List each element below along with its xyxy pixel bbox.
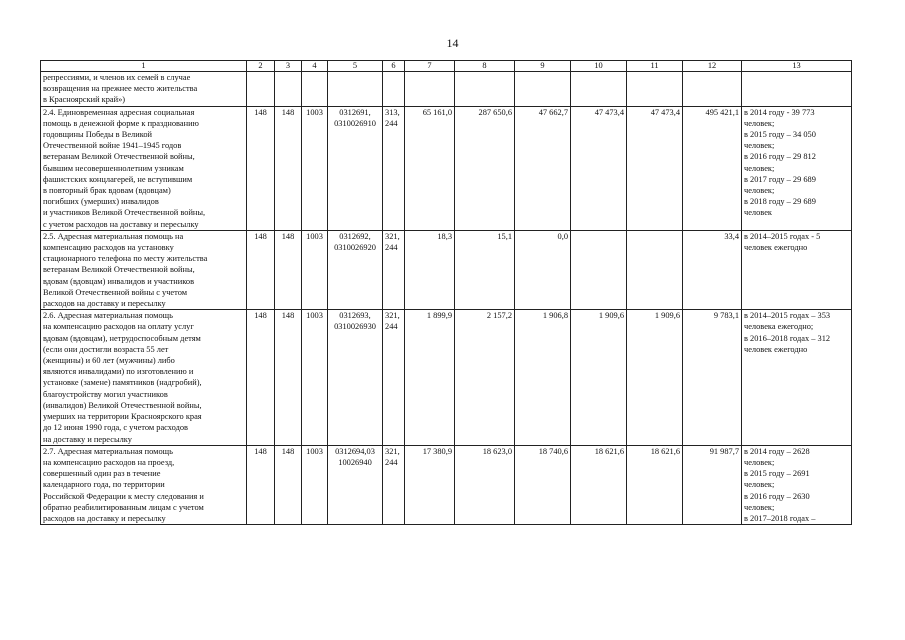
amount-2014: 65 161,0 <box>405 106 455 230</box>
vr-code-line: 321, <box>385 311 400 321</box>
column-number-row <box>41 61 852 72</box>
expected-result-line: человек; <box>744 457 775 467</box>
measure-name-line: благоустройству могил участников <box>43 389 168 399</box>
amount-2018: 1 909,6 <box>627 310 683 445</box>
amount-2016: 0,0 <box>515 230 571 309</box>
measure-name-line: на компенсацию расходов на оплату услуг <box>43 322 194 332</box>
amount-2017: 18 621,6 <box>571 445 627 524</box>
csr-code-line: 0310026910 <box>334 118 376 128</box>
amount-total: 33,4 <box>683 230 742 309</box>
measure-name-line: 2.6. Адресная материальная помощь <box>43 311 173 321</box>
measure-name-line: репрессиями, и членов их семей в случае <box>43 73 191 82</box>
measure-name-line: в Красноярский край») <box>43 95 126 105</box>
amount-2014: 1 899,9 <box>405 310 455 445</box>
measure-name-line: в повторный брак вдовам (вдовцам) <box>43 186 171 196</box>
measure-name <box>41 230 247 309</box>
measure-name-line: Отечественной войне 1941–1945 годов <box>43 141 182 151</box>
measure-name-line: ветеранам Великой Отечественной войны, <box>43 152 195 162</box>
measure-name-line: бывшим несовершеннолетним узникам <box>43 163 184 173</box>
amount-2016 <box>515 72 571 107</box>
rz-code: 148 <box>275 106 302 230</box>
page-number: 14 <box>446 36 459 50</box>
amount-2015: 287 650,6 <box>455 106 515 230</box>
table-row <box>41 310 852 445</box>
expected-result-line: в 2017 году – 29 689 <box>744 174 816 184</box>
pr-code: 1003 <box>302 310 328 445</box>
pr-code: 1003 <box>302 230 328 309</box>
amount-2014: 17 380,9 <box>405 445 455 524</box>
csr-code-line: 0312692, <box>339 231 371 241</box>
vr-code-line: 244 <box>385 243 398 253</box>
amount-2018: 47 473,4 <box>627 106 683 230</box>
measure-name <box>41 445 247 524</box>
csr-code <box>328 230 383 309</box>
expected-result-line: человек; <box>744 141 775 151</box>
pr-code <box>302 72 328 107</box>
vr-code-line: 244 <box>385 118 398 128</box>
amount-2017 <box>571 230 627 309</box>
expected-result <box>742 106 852 230</box>
measure-name-line: установке (замене) памятников (надгробий), <box>43 378 202 388</box>
expected-result <box>742 72 852 107</box>
measure-name-line: помощь в денежной форме к празднованию <box>43 118 199 128</box>
table-row <box>41 230 852 309</box>
expected-result-line: в 2015 году – 34 050 <box>744 130 816 140</box>
table-row <box>41 445 852 524</box>
measure-name-line: 2.5. Адресная материальная помощь на <box>43 231 184 241</box>
grbs-code: 148 <box>247 106 275 230</box>
expected-result-line: человек <box>744 208 772 218</box>
amount-2017 <box>571 72 627 107</box>
table-body <box>41 72 852 525</box>
csr-code <box>328 310 383 445</box>
grbs-code <box>247 72 275 107</box>
rz-code: 148 <box>275 310 302 445</box>
measure-name-line: ветеранам Великой Отечественной войны, <box>43 265 195 275</box>
measure-name-line: (если они достигли возраста 55 лет <box>43 344 169 354</box>
column-header: 12 <box>683 61 742 72</box>
column-header: 7 <box>405 61 455 72</box>
measure-name-line: вдовам (вдовцам) инвалидов и участников <box>43 276 195 286</box>
amount-2014: 18,3 <box>405 230 455 309</box>
expected-result-line: человек; <box>744 186 775 196</box>
measure-name-line: Великой Отечественной войны с учетом <box>43 287 188 297</box>
rz-code: 148 <box>275 445 302 524</box>
column-header: 6 <box>383 61 405 72</box>
measure-name-line: компенсацию расходов на установку <box>43 243 174 253</box>
measure-name-line: годовщины Победы в Великой <box>43 130 153 140</box>
expected-result-line: в 2018 году – 29 689 <box>744 197 816 207</box>
measure-name <box>41 72 247 107</box>
expected-result-line: человек ежегодно <box>744 243 808 253</box>
csr-code-line: 0310026930 <box>334 322 376 332</box>
vr-code-line: 244 <box>385 322 398 332</box>
measure-name-line: на компенсацию расходов на проезд, <box>43 457 175 467</box>
measure-name-line: вдовам (вдовцам), нетрудоспособным детям <box>43 333 201 343</box>
amount-2015: 15,1 <box>455 230 515 309</box>
measure-name-line: Российской Федерации к месту следования и <box>43 491 204 501</box>
expected-result-line: в 2014 году – 2628 <box>744 446 810 456</box>
vr-code <box>383 72 405 107</box>
amount-total: 495 421,1 <box>683 106 742 230</box>
expected-result-line: в 2014–2015 годах – 353 <box>744 311 831 321</box>
measure-name-line: до 12 июня 1990 года, с учетом расходов <box>43 423 188 433</box>
expected-result-line: человек; <box>744 163 775 173</box>
column-header: 10 <box>571 61 627 72</box>
csr-code-line: 10026940 <box>338 457 372 467</box>
amount-2015: 18 623,0 <box>455 445 515 524</box>
amount-total <box>683 72 742 107</box>
csr-code-line: 0312693, <box>339 311 371 321</box>
amount-2018 <box>627 72 683 107</box>
amount-2017: 47 473,4 <box>571 106 627 230</box>
measure-name <box>41 106 247 230</box>
measure-name-line: расходов на доставку и пересылку <box>43 513 166 523</box>
vr-code <box>383 106 405 230</box>
expected-result-line: человек; <box>744 118 775 128</box>
column-header: 2 <box>247 61 275 72</box>
amount-2016: 18 740,6 <box>515 445 571 524</box>
csr-code <box>328 72 383 107</box>
amount-2015: 2 157,2 <box>455 310 515 445</box>
column-header: 11 <box>627 61 683 72</box>
vr-code-line: 244 <box>385 457 398 467</box>
pr-code: 1003 <box>302 106 328 230</box>
amount-2017: 1 909,6 <box>571 310 627 445</box>
column-header: 8 <box>455 61 515 72</box>
amount-2014 <box>405 72 455 107</box>
measure-name-line: погибших (умерших) инвалидов <box>43 197 159 207</box>
program-table <box>40 60 852 525</box>
expected-result-line: человек ежегодно <box>744 344 808 354</box>
measure-name-line: умерших на территории Красноярского края <box>43 412 202 422</box>
expected-result-line: в 2017–2018 годах – <box>744 513 816 523</box>
expected-result <box>742 445 852 524</box>
measure-name-line: возвращения на прежнее место жительства <box>43 84 198 94</box>
measure-name-line: (женщины) и 60 лет (мужчины) либо <box>43 356 175 366</box>
vr-code-line: 321, <box>385 446 400 456</box>
table-row <box>41 106 852 230</box>
vr-code <box>383 230 405 309</box>
amount-2016: 47 662,7 <box>515 106 571 230</box>
amount-total: 91 987,7 <box>683 445 742 524</box>
expected-result-line: человек; <box>744 480 775 490</box>
csr-code-line: 0310026920 <box>334 243 376 253</box>
expected-result-line: в 2014–2015 годах - 5 <box>744 231 821 241</box>
grbs-code: 148 <box>247 230 275 309</box>
rz-code: 148 <box>275 230 302 309</box>
vr-code-line: 321, <box>385 231 400 241</box>
pr-code: 1003 <box>302 445 328 524</box>
column-header: 5 <box>328 61 383 72</box>
vr-code-line: 313, <box>385 107 400 117</box>
measure-name-line: совершенный один раз в течение <box>43 469 161 479</box>
amount-2018 <box>627 230 683 309</box>
measure-name <box>41 310 247 445</box>
expected-result-line: в 2016 году – 29 812 <box>744 152 816 162</box>
amount-2018: 18 621,6 <box>627 445 683 524</box>
measure-name-line: с учетом расходов на доставку и пересылку <box>43 219 199 229</box>
measure-name-line: календарного года, по территории <box>43 480 165 490</box>
expected-result-line: человека ежегодно; <box>744 322 814 332</box>
column-header: 3 <box>275 61 302 72</box>
measure-name-line: расходов на доставку и пересылку <box>43 299 166 309</box>
measure-name-line: являются инвалидами) по изготовлению и <box>43 367 194 377</box>
csr-code <box>328 445 383 524</box>
expected-result <box>742 230 852 309</box>
vr-code <box>383 310 405 445</box>
table-row <box>41 72 852 107</box>
expected-result-line: в 2014 году - 39 773 <box>744 107 815 117</box>
column-header: 1 <box>41 61 247 72</box>
grbs-code: 148 <box>247 445 275 524</box>
measure-name-line: стационарного телефона по месту жительства <box>43 254 208 264</box>
measure-name-line: (инвалидов) Великой Отечественной войны, <box>43 400 202 410</box>
column-header: 13 <box>742 61 852 72</box>
measure-name-line: на доставку и пересылку <box>43 434 132 444</box>
csr-code-line: 0312691, <box>339 107 371 117</box>
expected-result <box>742 310 852 445</box>
column-header: 9 <box>515 61 571 72</box>
column-header: 4 <box>302 61 328 72</box>
csr-code-line: 0312694,03 <box>335 446 375 456</box>
measure-name-line: и участников Великой Отечественной войны, <box>43 208 206 218</box>
rz-code <box>275 72 302 107</box>
expected-result-line: в 2016–2018 годах – 312 <box>744 333 831 343</box>
vr-code <box>383 445 405 524</box>
measure-name-line: 2.4. Единовременная адресная социальная <box>43 107 195 117</box>
measure-name-line: обратно реабилитированным лицам с учетом <box>43 502 204 512</box>
csr-code <box>328 106 383 230</box>
amount-2015 <box>455 72 515 107</box>
expected-result-line: человек; <box>744 502 775 512</box>
measure-name-line: фашистских концлагерей, не вступившим <box>43 174 193 184</box>
expected-result-line: в 2015 году – 2691 <box>744 469 810 479</box>
amount-total: 9 783,1 <box>683 310 742 445</box>
amount-2016: 1 906,8 <box>515 310 571 445</box>
grbs-code: 148 <box>247 310 275 445</box>
expected-result-line: в 2016 году – 2630 <box>744 491 810 501</box>
measure-name-line: 2.7. Адресная материальная помощь <box>43 446 173 456</box>
